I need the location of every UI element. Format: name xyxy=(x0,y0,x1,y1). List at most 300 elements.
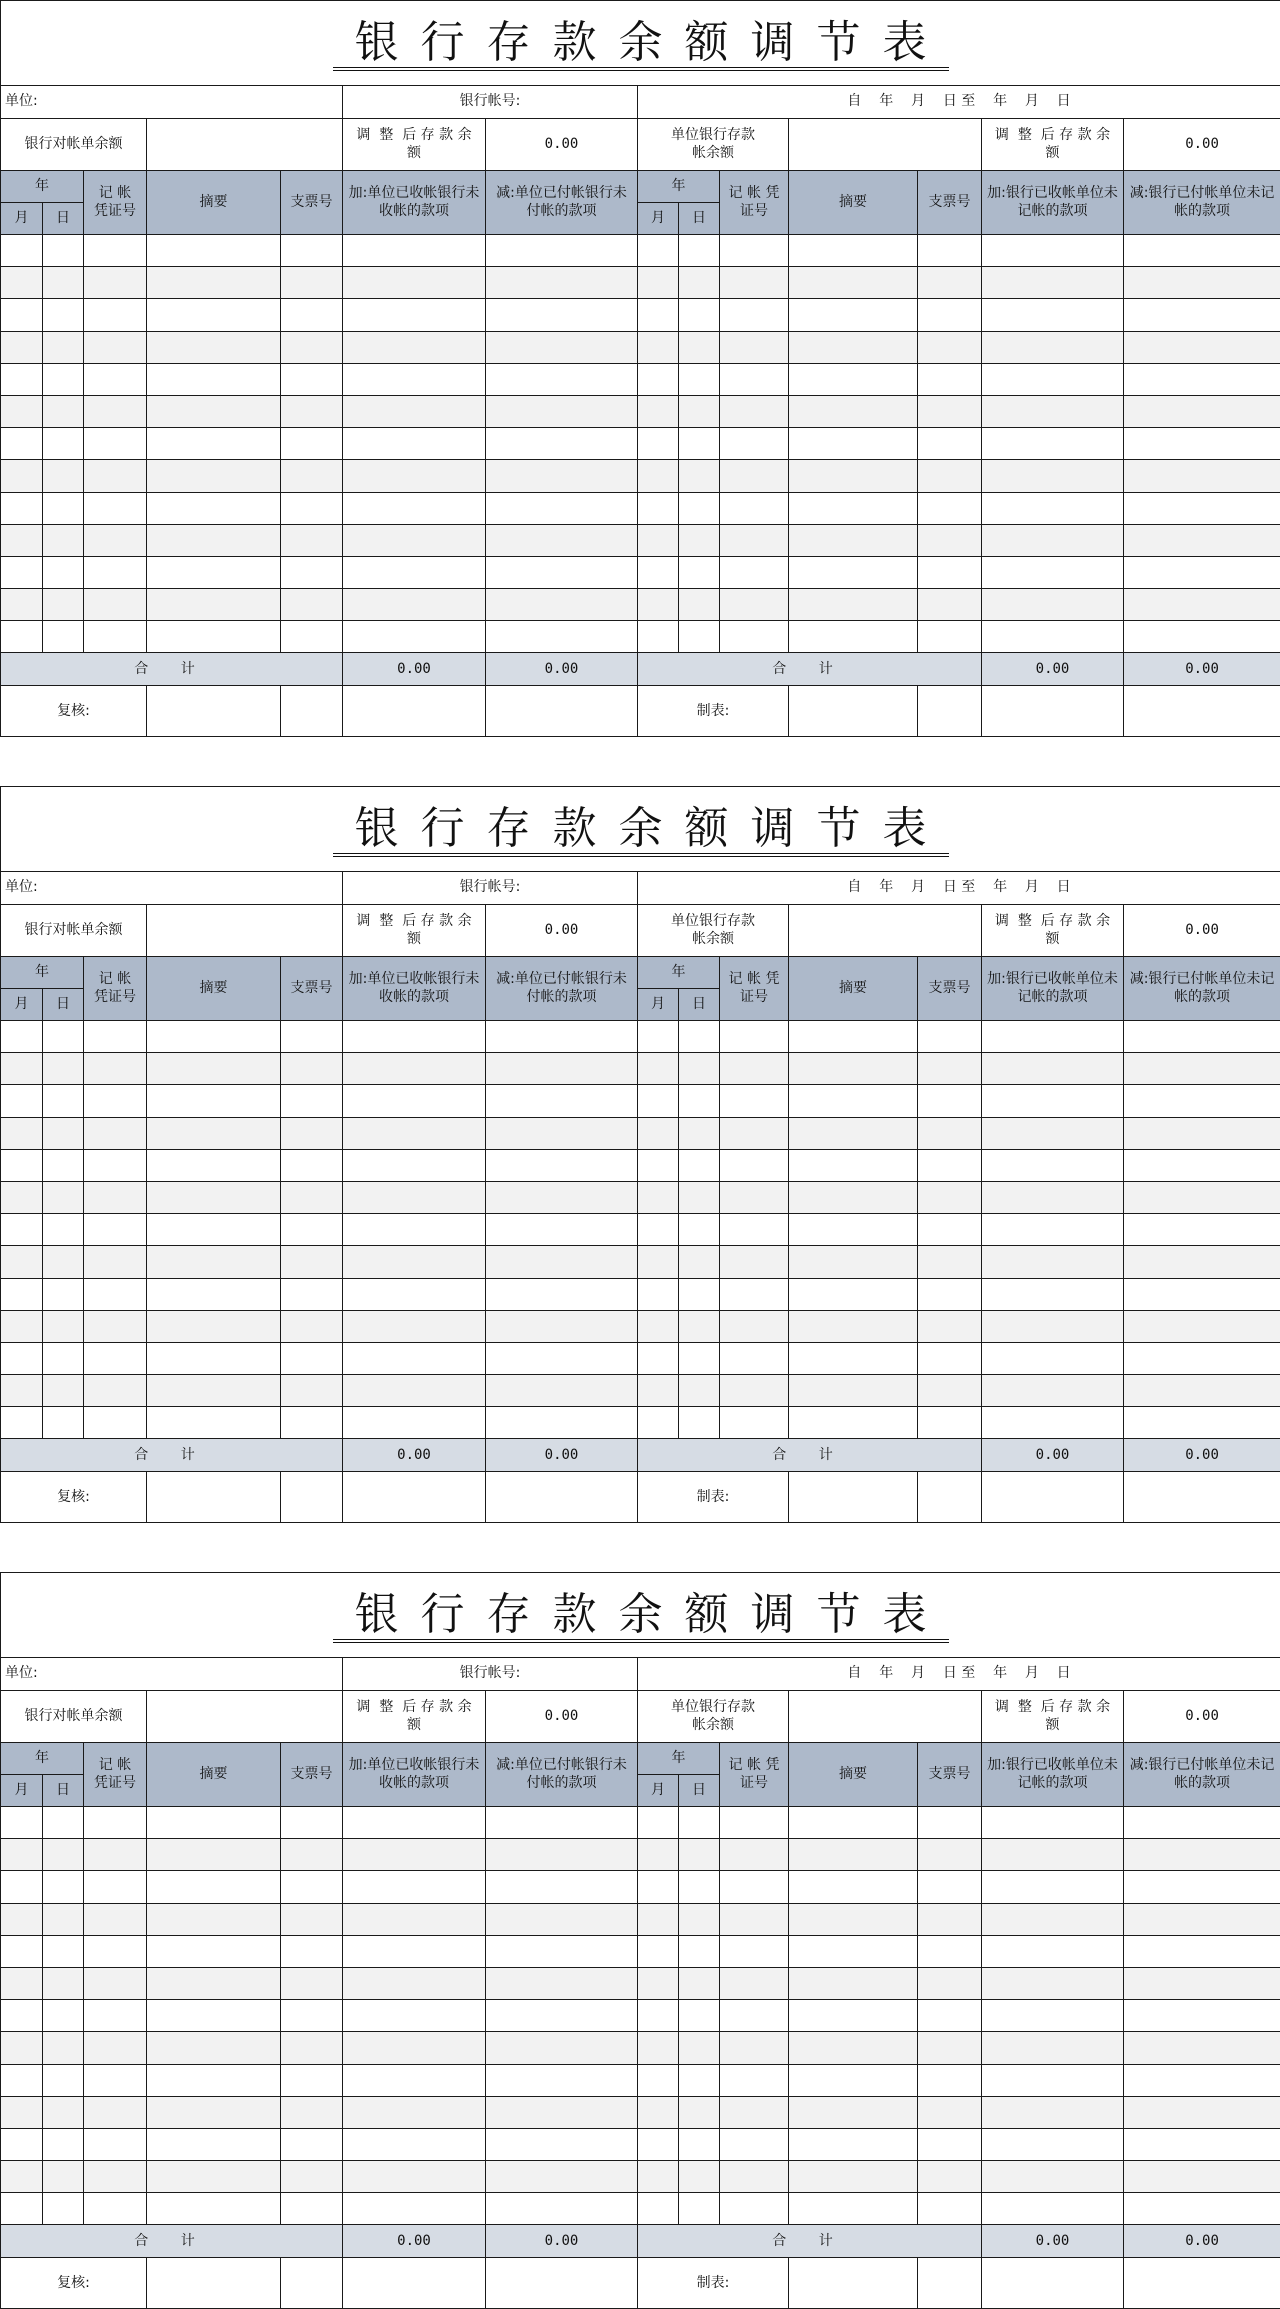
table-cell[interactable] xyxy=(343,395,486,427)
table-cell[interactable] xyxy=(982,1407,1124,1439)
footer-cell[interactable] xyxy=(486,2258,638,2309)
table-cell[interactable] xyxy=(720,1871,789,1903)
table-cell[interactable] xyxy=(343,1117,486,1149)
table-cell[interactable] xyxy=(1124,1342,1280,1374)
table-cell[interactable] xyxy=(84,1375,147,1407)
table-cell[interactable] xyxy=(1,363,43,395)
table-cell[interactable] xyxy=(1124,1871,1280,1903)
table-cell[interactable] xyxy=(1,1871,43,1903)
table-cell[interactable] xyxy=(281,1278,343,1310)
table-cell[interactable] xyxy=(789,1967,918,1999)
table-cell[interactable] xyxy=(982,460,1124,492)
table-cell[interactable] xyxy=(1,1903,43,1935)
footer-cell[interactable] xyxy=(982,2258,1124,2309)
table-cell[interactable] xyxy=(638,1967,679,1999)
table-cell[interactable] xyxy=(1124,2128,1280,2160)
table-cell[interactable] xyxy=(679,428,720,460)
table-cell[interactable] xyxy=(281,235,343,267)
table-cell[interactable] xyxy=(679,1871,720,1903)
table-cell[interactable] xyxy=(1124,2193,1280,2225)
table-cell[interactable] xyxy=(84,621,147,653)
unit-field[interactable]: 单位: xyxy=(1,1658,343,1691)
table-cell[interactable] xyxy=(679,1181,720,1213)
bank-account-field[interactable]: 银行帐号: xyxy=(343,1658,638,1691)
table-cell[interactable] xyxy=(486,524,638,556)
table-cell[interactable] xyxy=(281,395,343,427)
table-cell[interactable] xyxy=(789,460,918,492)
table-cell[interactable] xyxy=(720,1214,789,1246)
table-cell[interactable] xyxy=(679,1149,720,1181)
table-cell[interactable] xyxy=(343,1839,486,1871)
table-cell[interactable] xyxy=(147,1278,281,1310)
table-cell[interactable] xyxy=(43,1967,84,1999)
table-cell[interactable] xyxy=(84,556,147,588)
reviewer-input[interactable] xyxy=(147,2258,281,2309)
table-cell[interactable] xyxy=(43,1839,84,1871)
table-cell[interactable] xyxy=(486,1871,638,1903)
table-cell[interactable] xyxy=(679,1407,720,1439)
table-cell[interactable] xyxy=(281,556,343,588)
table-cell[interactable] xyxy=(679,1310,720,1342)
table-cell[interactable] xyxy=(679,2193,720,2225)
table-cell[interactable] xyxy=(281,2128,343,2160)
table-cell[interactable] xyxy=(720,2000,789,2032)
reviewer-input[interactable] xyxy=(147,1472,281,1523)
table-cell[interactable] xyxy=(84,395,147,427)
table-cell[interactable] xyxy=(1,2193,43,2225)
table-cell[interactable] xyxy=(720,2096,789,2128)
table-cell[interactable] xyxy=(638,460,679,492)
table-cell[interactable] xyxy=(343,460,486,492)
footer-cell[interactable] xyxy=(982,1472,1124,1523)
table-cell[interactable] xyxy=(1124,589,1280,621)
table-cell[interactable] xyxy=(638,2096,679,2128)
table-cell[interactable] xyxy=(918,1807,982,1839)
table-cell[interactable] xyxy=(720,428,789,460)
table-cell[interactable] xyxy=(486,1053,638,1085)
table-cell[interactable] xyxy=(486,1375,638,1407)
table-cell[interactable] xyxy=(789,395,918,427)
table-cell[interactable] xyxy=(43,621,84,653)
table-cell[interactable] xyxy=(1124,299,1280,331)
table-cell[interactable] xyxy=(679,2096,720,2128)
table-cell[interactable] xyxy=(638,1246,679,1278)
table-cell[interactable] xyxy=(1,1149,43,1181)
table-cell[interactable] xyxy=(982,1181,1124,1213)
table-cell[interactable] xyxy=(43,267,84,299)
table-cell[interactable] xyxy=(281,2193,343,2225)
table-cell[interactable] xyxy=(281,1021,343,1053)
table-cell[interactable] xyxy=(789,2000,918,2032)
table-cell[interactable] xyxy=(1124,1903,1280,1935)
table-cell[interactable] xyxy=(343,428,486,460)
table-cell[interactable] xyxy=(486,2064,638,2096)
table-cell[interactable] xyxy=(1,267,43,299)
table-cell[interactable] xyxy=(486,1807,638,1839)
table-cell[interactable] xyxy=(1124,621,1280,653)
table-cell[interactable] xyxy=(486,1246,638,1278)
table-cell[interactable] xyxy=(147,1935,281,1967)
table-cell[interactable] xyxy=(147,1214,281,1246)
table-cell[interactable] xyxy=(343,1871,486,1903)
table-cell[interactable] xyxy=(1,1839,43,1871)
table-cell[interactable] xyxy=(281,1807,343,1839)
table-cell[interactable] xyxy=(43,589,84,621)
table-cell[interactable] xyxy=(1124,492,1280,524)
table-cell[interactable] xyxy=(486,1278,638,1310)
table-cell[interactable] xyxy=(43,1903,84,1935)
table-cell[interactable] xyxy=(84,363,147,395)
table-cell[interactable] xyxy=(281,1053,343,1085)
unit-field[interactable]: 单位: xyxy=(1,86,343,119)
table-cell[interactable] xyxy=(281,1085,343,1117)
table-cell[interactable] xyxy=(982,1021,1124,1053)
table-cell[interactable] xyxy=(486,1935,638,1967)
table-cell[interactable] xyxy=(789,2161,918,2193)
table-cell[interactable] xyxy=(147,492,281,524)
table-cell[interactable] xyxy=(638,1085,679,1117)
table-cell[interactable] xyxy=(679,1807,720,1839)
table-cell[interactable] xyxy=(1,1807,43,1839)
table-cell[interactable] xyxy=(1,2096,43,2128)
table-cell[interactable] xyxy=(343,2064,486,2096)
table-cell[interactable] xyxy=(43,2064,84,2096)
table-cell[interactable] xyxy=(343,1375,486,1407)
table-cell[interactable] xyxy=(84,1181,147,1213)
table-cell[interactable] xyxy=(43,1342,84,1374)
table-cell[interactable] xyxy=(1,1342,43,1374)
table-cell[interactable] xyxy=(918,1342,982,1374)
table-cell[interactable] xyxy=(720,2161,789,2193)
table-cell[interactable] xyxy=(789,1342,918,1374)
table-cell[interactable] xyxy=(918,395,982,427)
table-cell[interactable] xyxy=(679,267,720,299)
table-cell[interactable] xyxy=(679,1214,720,1246)
table-cell[interactable] xyxy=(147,1839,281,1871)
table-cell[interactable] xyxy=(638,1871,679,1903)
table-cell[interactable] xyxy=(486,363,638,395)
bank-statement-balance-input[interactable] xyxy=(147,119,343,171)
table-cell[interactable] xyxy=(679,492,720,524)
table-cell[interactable] xyxy=(679,1839,720,1871)
table-cell[interactable] xyxy=(720,589,789,621)
table-cell[interactable] xyxy=(281,1149,343,1181)
period-field[interactable]: 自 年 月 日 至 年 月 日 xyxy=(638,86,1280,119)
footer-cell[interactable] xyxy=(1124,686,1280,737)
table-cell[interactable] xyxy=(720,1117,789,1149)
table-cell[interactable] xyxy=(789,492,918,524)
table-cell[interactable] xyxy=(1124,331,1280,363)
table-cell[interactable] xyxy=(1124,1407,1280,1439)
table-cell[interactable] xyxy=(1,395,43,427)
table-cell[interactable] xyxy=(84,1246,147,1278)
table-cell[interactable] xyxy=(343,1053,486,1085)
bank-statement-balance-input[interactable] xyxy=(147,1691,343,1743)
period-field[interactable]: 自 年 月 日 至 年 月 日 xyxy=(638,872,1280,905)
table-cell[interactable] xyxy=(281,428,343,460)
table-cell[interactable] xyxy=(43,492,84,524)
table-cell[interactable] xyxy=(638,1935,679,1967)
table-cell[interactable] xyxy=(147,331,281,363)
table-cell[interactable] xyxy=(486,2161,638,2193)
table-cell[interactable] xyxy=(789,556,918,588)
table-cell[interactable] xyxy=(789,1375,918,1407)
table-cell[interactable] xyxy=(343,1407,486,1439)
table-cell[interactable] xyxy=(343,2128,486,2160)
table-cell[interactable] xyxy=(638,1278,679,1310)
table-cell[interactable] xyxy=(1124,1149,1280,1181)
table-cell[interactable] xyxy=(789,1085,918,1117)
table-cell[interactable] xyxy=(43,299,84,331)
table-cell[interactable] xyxy=(486,2000,638,2032)
table-cell[interactable] xyxy=(1124,1967,1280,1999)
table-cell[interactable] xyxy=(486,1214,638,1246)
table-cell[interactable] xyxy=(638,1117,679,1149)
table-cell[interactable] xyxy=(1124,1246,1280,1278)
table-cell[interactable] xyxy=(84,1214,147,1246)
table-cell[interactable] xyxy=(281,1871,343,1903)
table-cell[interactable] xyxy=(147,1181,281,1213)
table-cell[interactable] xyxy=(281,1839,343,1871)
table-cell[interactable] xyxy=(281,299,343,331)
table-cell[interactable] xyxy=(486,1839,638,1871)
table-cell[interactable] xyxy=(982,267,1124,299)
footer-cell[interactable] xyxy=(343,686,486,737)
table-cell[interactable] xyxy=(720,460,789,492)
table-cell[interactable] xyxy=(486,2193,638,2225)
table-cell[interactable] xyxy=(84,2161,147,2193)
table-cell[interactable] xyxy=(720,1278,789,1310)
table-cell[interactable] xyxy=(84,2193,147,2225)
table-cell[interactable] xyxy=(1,1375,43,1407)
table-cell[interactable] xyxy=(281,1935,343,1967)
table-cell[interactable] xyxy=(84,1407,147,1439)
table-cell[interactable] xyxy=(343,524,486,556)
table-cell[interactable] xyxy=(486,1181,638,1213)
table-cell[interactable] xyxy=(281,1310,343,1342)
table-cell[interactable] xyxy=(281,2161,343,2193)
table-cell[interactable] xyxy=(1,524,43,556)
table-cell[interactable] xyxy=(281,492,343,524)
table-cell[interactable] xyxy=(918,1903,982,1935)
table-cell[interactable] xyxy=(486,1085,638,1117)
table-cell[interactable] xyxy=(679,331,720,363)
table-cell[interactable] xyxy=(281,1246,343,1278)
table-cell[interactable] xyxy=(679,1246,720,1278)
table-cell[interactable] xyxy=(679,395,720,427)
table-cell[interactable] xyxy=(486,1342,638,1374)
footer-cell[interactable] xyxy=(486,686,638,737)
table-cell[interactable] xyxy=(1124,2161,1280,2193)
table-cell[interactable] xyxy=(84,299,147,331)
table-cell[interactable] xyxy=(84,1149,147,1181)
table-cell[interactable] xyxy=(84,1839,147,1871)
table-cell[interactable] xyxy=(43,1871,84,1903)
table-cell[interactable] xyxy=(679,1117,720,1149)
table-cell[interactable] xyxy=(789,2032,918,2064)
table-cell[interactable] xyxy=(638,1903,679,1935)
table-cell[interactable] xyxy=(84,1903,147,1935)
table-cell[interactable] xyxy=(84,2032,147,2064)
table-cell[interactable] xyxy=(789,589,918,621)
table-cell[interactable] xyxy=(1,2161,43,2193)
table-cell[interactable] xyxy=(720,1967,789,1999)
table-cell[interactable] xyxy=(84,1117,147,1149)
table-cell[interactable] xyxy=(343,1021,486,1053)
table-cell[interactable] xyxy=(147,2000,281,2032)
table-cell[interactable] xyxy=(1,1117,43,1149)
table-cell[interactable] xyxy=(918,2128,982,2160)
table-cell[interactable] xyxy=(343,1246,486,1278)
table-cell[interactable] xyxy=(679,2032,720,2064)
table-cell[interactable] xyxy=(918,460,982,492)
table-cell[interactable] xyxy=(720,1181,789,1213)
table-cell[interactable] xyxy=(343,2096,486,2128)
table-cell[interactable] xyxy=(147,1871,281,1903)
table-cell[interactable] xyxy=(638,1181,679,1213)
table-cell[interactable] xyxy=(1124,2032,1280,2064)
table-cell[interactable] xyxy=(1124,1807,1280,1839)
company-book-balance-input[interactable] xyxy=(789,119,982,171)
table-cell[interactable] xyxy=(147,1149,281,1181)
table-cell[interactable] xyxy=(789,1181,918,1213)
table-cell[interactable] xyxy=(43,2161,84,2193)
table-cell[interactable] xyxy=(147,460,281,492)
table-cell[interactable] xyxy=(1124,460,1280,492)
table-cell[interactable] xyxy=(638,1149,679,1181)
table-cell[interactable] xyxy=(281,524,343,556)
table-cell[interactable] xyxy=(84,2096,147,2128)
table-cell[interactable] xyxy=(918,1839,982,1871)
table-cell[interactable] xyxy=(343,1181,486,1213)
bank-account-field[interactable]: 银行帐号: xyxy=(343,86,638,119)
table-cell[interactable] xyxy=(679,1085,720,1117)
footer-cell[interactable] xyxy=(343,2258,486,2309)
table-cell[interactable] xyxy=(982,299,1124,331)
table-cell[interactable] xyxy=(43,1278,84,1310)
table-cell[interactable] xyxy=(1,589,43,621)
table-cell[interactable] xyxy=(43,1246,84,1278)
table-cell[interactable] xyxy=(147,1903,281,1935)
table-cell[interactable] xyxy=(789,2193,918,2225)
table-cell[interactable] xyxy=(343,589,486,621)
table-cell[interactable] xyxy=(147,267,281,299)
table-cell[interactable] xyxy=(720,363,789,395)
table-cell[interactable] xyxy=(281,1407,343,1439)
table-cell[interactable] xyxy=(343,621,486,653)
table-cell[interactable] xyxy=(789,1807,918,1839)
table-cell[interactable] xyxy=(1124,1085,1280,1117)
table-cell[interactable] xyxy=(1,556,43,588)
table-cell[interactable] xyxy=(84,1807,147,1839)
table-cell[interactable] xyxy=(1124,524,1280,556)
table-cell[interactable] xyxy=(281,2096,343,2128)
table-cell[interactable] xyxy=(84,1021,147,1053)
table-cell[interactable] xyxy=(982,1375,1124,1407)
table-cell[interactable] xyxy=(1124,1839,1280,1871)
table-cell[interactable] xyxy=(147,2064,281,2096)
table-cell[interactable] xyxy=(1,2064,43,2096)
table-cell[interactable] xyxy=(720,1149,789,1181)
table-cell[interactable] xyxy=(720,492,789,524)
table-cell[interactable] xyxy=(43,1375,84,1407)
bank-account-field[interactable]: 银行帐号: xyxy=(343,872,638,905)
table-cell[interactable] xyxy=(147,524,281,556)
table-cell[interactable] xyxy=(982,428,1124,460)
table-cell[interactable] xyxy=(918,267,982,299)
table-cell[interactable] xyxy=(679,1967,720,1999)
table-cell[interactable] xyxy=(43,556,84,588)
table-cell[interactable] xyxy=(43,460,84,492)
footer-cell[interactable] xyxy=(343,1472,486,1523)
table-cell[interactable] xyxy=(84,2128,147,2160)
table-cell[interactable] xyxy=(720,1375,789,1407)
table-cell[interactable] xyxy=(486,621,638,653)
preparer-input[interactable] xyxy=(789,2258,918,2309)
table-cell[interactable] xyxy=(43,2193,84,2225)
table-cell[interactable] xyxy=(486,235,638,267)
table-cell[interactable] xyxy=(982,621,1124,653)
footer-cell[interactable] xyxy=(281,2258,343,2309)
table-cell[interactable] xyxy=(982,1935,1124,1967)
table-cell[interactable] xyxy=(679,2161,720,2193)
table-cell[interactable] xyxy=(720,299,789,331)
table-cell[interactable] xyxy=(982,1839,1124,1871)
table-cell[interactable] xyxy=(982,1807,1124,1839)
table-cell[interactable] xyxy=(638,267,679,299)
table-cell[interactable] xyxy=(789,235,918,267)
table-cell[interactable] xyxy=(486,1117,638,1149)
table-cell[interactable] xyxy=(343,235,486,267)
table-cell[interactable] xyxy=(679,556,720,588)
table-cell[interactable] xyxy=(720,235,789,267)
table-cell[interactable] xyxy=(84,1278,147,1310)
table-cell[interactable] xyxy=(1124,395,1280,427)
table-cell[interactable] xyxy=(638,1310,679,1342)
table-cell[interactable] xyxy=(918,1053,982,1085)
table-cell[interactable] xyxy=(918,1407,982,1439)
table-cell[interactable] xyxy=(343,1149,486,1181)
table-cell[interactable] xyxy=(84,524,147,556)
table-cell[interactable] xyxy=(43,235,84,267)
table-cell[interactable] xyxy=(84,2064,147,2096)
table-cell[interactable] xyxy=(720,524,789,556)
table-cell[interactable] xyxy=(638,1342,679,1374)
table-cell[interactable] xyxy=(281,1375,343,1407)
table-cell[interactable] xyxy=(638,1407,679,1439)
table-cell[interactable] xyxy=(1124,2000,1280,2032)
table-cell[interactable] xyxy=(918,331,982,363)
table-cell[interactable] xyxy=(343,1807,486,1839)
table-cell[interactable] xyxy=(638,2064,679,2096)
table-cell[interactable] xyxy=(638,492,679,524)
table-cell[interactable] xyxy=(679,1375,720,1407)
table-cell[interactable] xyxy=(1124,1935,1280,1967)
table-cell[interactable] xyxy=(638,299,679,331)
table-cell[interactable] xyxy=(43,331,84,363)
table-cell[interactable] xyxy=(982,1871,1124,1903)
table-cell[interactable] xyxy=(1124,428,1280,460)
table-cell[interactable] xyxy=(84,267,147,299)
footer-cell[interactable] xyxy=(918,686,982,737)
table-cell[interactable] xyxy=(486,1903,638,1935)
table-cell[interactable] xyxy=(789,1935,918,1967)
table-cell[interactable] xyxy=(1,235,43,267)
table-cell[interactable] xyxy=(147,1053,281,1085)
table-cell[interactable] xyxy=(789,1310,918,1342)
table-cell[interactable] xyxy=(147,1310,281,1342)
table-cell[interactable] xyxy=(638,235,679,267)
